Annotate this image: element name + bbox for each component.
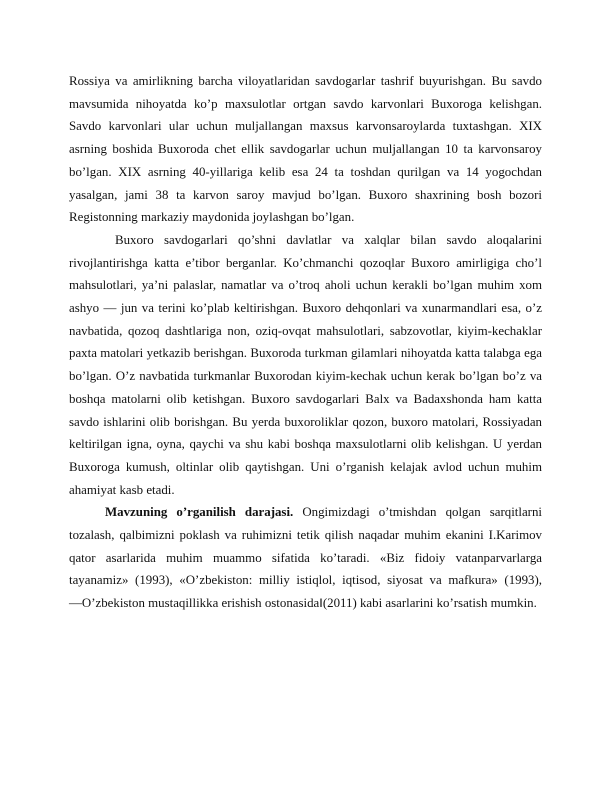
paragraph-research-degree	[69, 501, 542, 615]
paragraph-trade-relations: Buxoro savdogarlari qo’shni davlatlar va xalqlar bilan savdo aloqalarini rivojlantirishga katta e’tibor berganlar. Ko’chmanchi qozoqlar Buxoro amirligiga cho’l mahsulotlari, ya’ni palaslar, namatlar va o’troq aholi uchun kerakli bo’lgan muhim xom ashyo — jun va terini ko’plab keltirishgan. Buxoro dehqonlari va xunarmandlari esa, o’z navbatida, qozoq dashtlariga non, oziq-ovqat mahsulotlari, sabzovotlar, kiyim-kechaklar paxta matolari yetkazib berishgan. Buxoroda turkman gilamlari nihoyatda katta talabga ega bo’lgan. O’z navbatida turkmanlar Buxorodan kiyim-kechak uchun kerak bo’lgan bo’z va boshqa matolarni olib ketishgan. Buxoro savdogarlari Balx va Badaxshonda ham katta savdo ishlarini olib borishgan. Bu yerda buxoroliklar qozon, buxoro matolari, Rossiyadan keltirilgan igna, oyna, qaychi va shu kabi boshqa maxsulotlarni olib kelishgan. U yerdan Buxoroga kumush, oltinlar olib qaytishgan. Uni o’rganish kelajak avlod uchun muhim ahamiyat kasb etadi.	[69, 232, 542, 497]
paragraph-body-text: Ongimizdagi o’tmishdan qolgan sarqitlarni tozalash, qalbimizni poklash va ruhimizni tetik qilish naqadar muhim ekanini I.Karimov qator asarlarida muhim muammo sifatida ko’taradi. «Biz fidoiy vatanparvarlarga tayanamiz» (1993), «O’zbekiston: milliy istiqlol, iqtisod, siyosat va mafkura» (1993), ―O’zbekiston mustaqillikka erishish ostonasida‖(2011) kabi asarlarini ko’rsatish mumkin.	[69, 505, 542, 611]
paragraph-trade-seasons: Rossiya va amirlikning barcha viloyatlaridan savdogarlar tashrif buyurishgan. Bu savdo mavsumida nihoyatda ko’p maxsulotlar ortgan savdo karvonlari Buxoroga kelishgan. Savdo karvonlari ular uchun muljallangan maxsus karvonsaroylarda tuxtashgan. XIX asrning boshida Buxoroda chet ellik savdogarlar uchun muljallangan 10 ta karvonsaroy bo’lgan. XIX asrning 40-yillariga kelib esa 24 ta toshdan qurilgan va 14 yogochdan yasalgan, jami 38 ta karvon saroy mavjud bo’lgan. Buxoro shaxrining bosh bozori Registonning markaziy maydonida joylashgan bo’lgan.	[69, 74, 542, 225]
document-page	[69, 70, 542, 615]
section-lead-heading: Mavzuning o’rganilish darajasi.	[105, 505, 294, 520]
